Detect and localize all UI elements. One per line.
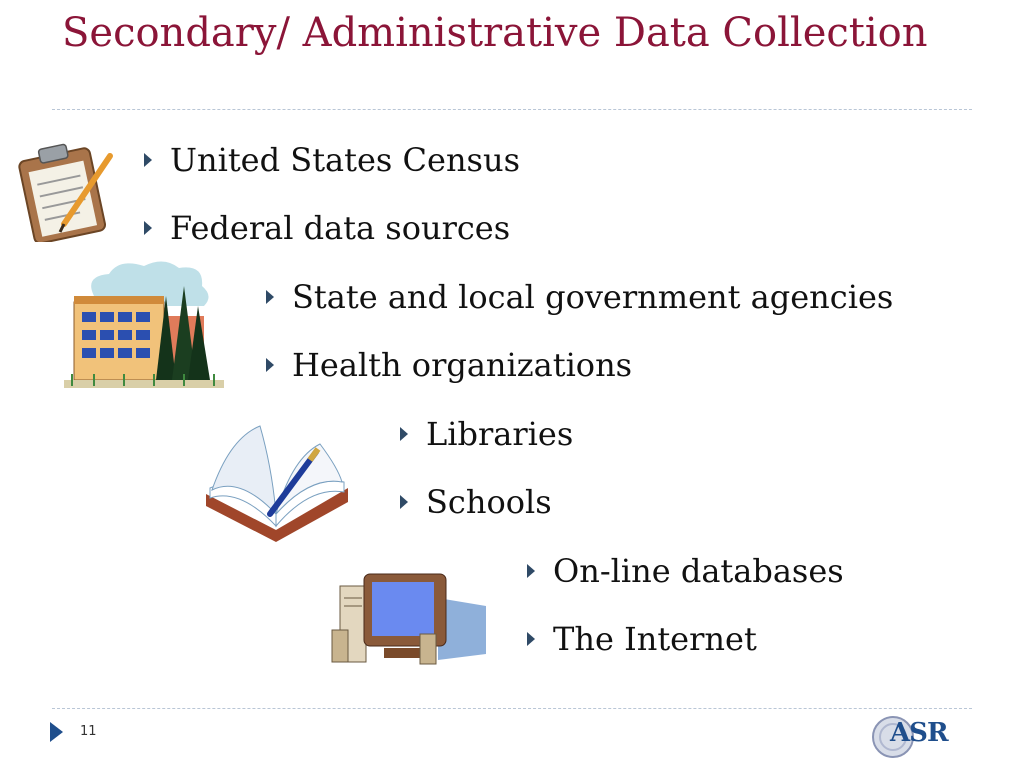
bullet-arrow-icon bbox=[144, 153, 152, 167]
footer-divider bbox=[52, 708, 972, 709]
bullet-arrow-icon bbox=[266, 358, 274, 372]
bullet-item: Libraries bbox=[400, 414, 573, 454]
bullet-item: On-line databases bbox=[527, 551, 844, 591]
bullet-item: Health organizations bbox=[266, 345, 632, 385]
bullet-arrow-icon bbox=[400, 495, 408, 509]
asr-logo-text: ASR bbox=[890, 718, 948, 748]
bullet-item: United States Census bbox=[144, 140, 520, 180]
book-icon bbox=[200, 418, 352, 542]
bullet-arrow-icon bbox=[266, 290, 274, 304]
bullet-arrow-icon bbox=[144, 221, 152, 235]
page-number: 11 bbox=[80, 724, 97, 739]
title-divider bbox=[52, 109, 972, 110]
building-icon bbox=[64, 256, 224, 394]
computer-icon bbox=[328, 568, 490, 672]
clipboard-icon bbox=[6, 140, 118, 242]
bullet-arrow-icon bbox=[527, 564, 535, 578]
bullet-item: Federal data sources bbox=[144, 208, 510, 248]
bullet-arrow-icon bbox=[527, 632, 535, 646]
bullet-item: The Internet bbox=[527, 619, 757, 659]
slide-title: Secondary/ Administrative Data Collection bbox=[62, 10, 928, 56]
footer-arrow-icon bbox=[50, 722, 63, 742]
bullet-item: State and local government agencies bbox=[266, 277, 893, 317]
bullet-item: Schools bbox=[400, 482, 552, 522]
bullet-arrow-icon bbox=[400, 427, 408, 441]
